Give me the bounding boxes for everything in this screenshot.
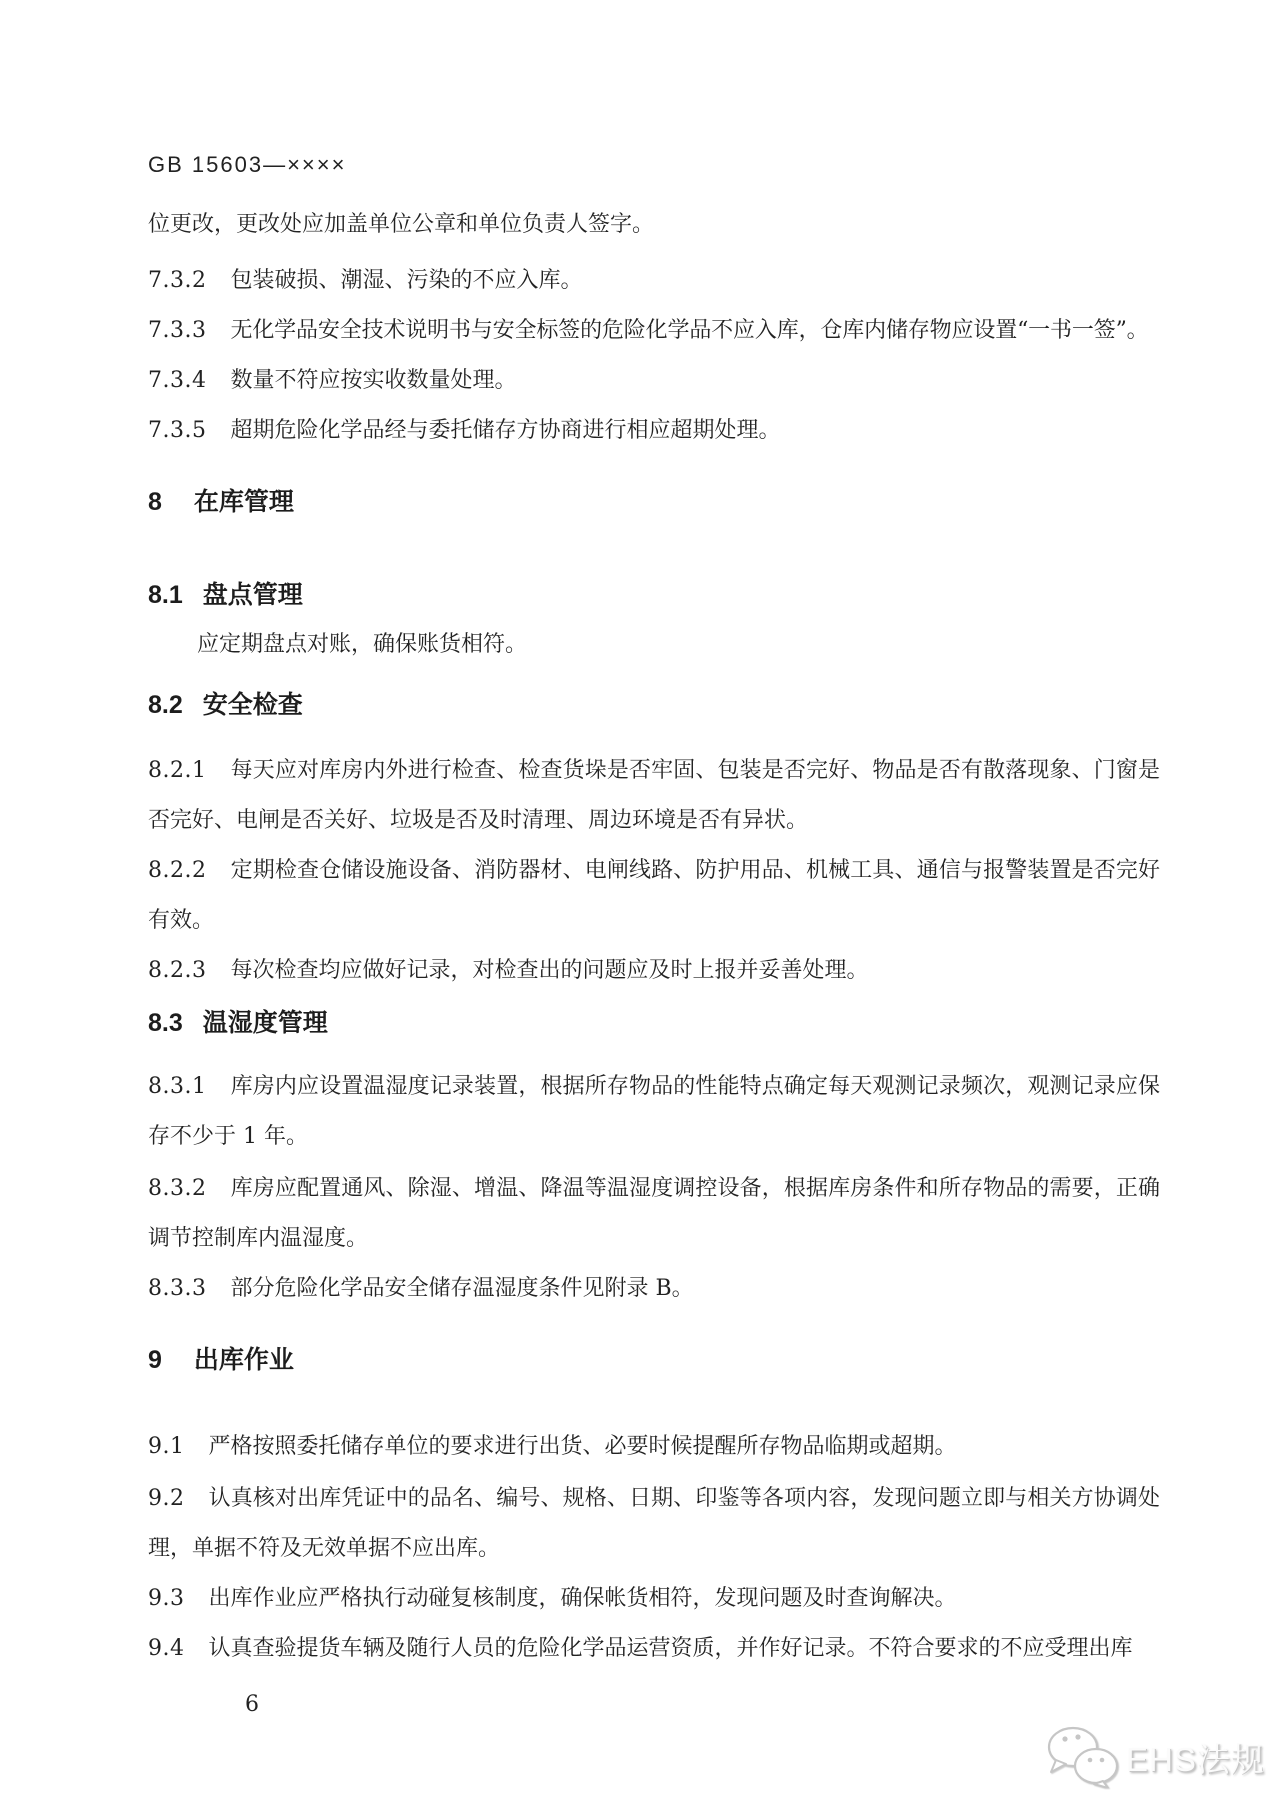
heading-number: 9 (148, 1346, 162, 1374)
clause-text: 认真查验提货车辆及随行人员的危险化学品运营资质，并作好记录。不符合要求的不应受理出库 (208, 1636, 1133, 1661)
clause-number: 7.3.2 (148, 268, 207, 293)
clause-7-3-2 (148, 256, 1160, 306)
clause-text: 每天应对库房内外进行检查、检查货垛是否牢固、包装是否完好、物品是否有散落现象、门窗是否完好、电闸是否关好、垃圾是否及时清理、周边环境是否有异状。 (148, 758, 1160, 833)
clause-number: 8.3.1 (148, 1074, 207, 1099)
paragraph-8-1: 应定期盘点对账，确保账货相符。 (197, 632, 528, 657)
heading-number: 8.1 (148, 581, 183, 609)
heading-number: 8.2 (148, 691, 183, 719)
clause-number: 9.2 (148, 1486, 185, 1511)
clause-8-3-2 (148, 1164, 1160, 1264)
clause-text: 每次检查均应做好记录，对检查出的问题应及时上报并妥善处理。 (230, 958, 869, 983)
heading-9 (148, 1339, 1160, 1381)
clause-number: 7.3.3 (148, 318, 207, 343)
clause-number: 7.3.4 (148, 368, 207, 393)
heading-title: 在库管理 (193, 488, 294, 516)
heading-number: 8 (148, 488, 162, 516)
heading-8-2 (148, 684, 1160, 726)
clause-9-1 (148, 1422, 1160, 1472)
clause-number: 8.2.2 (148, 858, 207, 883)
clause-text: 包装破损、潮湿、污染的不应入库。 (230, 268, 583, 293)
clause-8-2-3 (148, 946, 1160, 996)
clause-7-3-5 (148, 406, 1160, 456)
clause-text: 库房内应设置温湿度记录装置，根据所存物品的性能特点确定每天观测记录频次，观测记录应保存不少于 1 年。 (148, 1074, 1160, 1149)
clause-number: 8.2.3 (148, 958, 207, 983)
clause-text: 数量不符应按实收数量处理。 (230, 368, 517, 393)
clause-number: 9.3 (148, 1586, 185, 1611)
clause-9-4 (148, 1624, 1160, 1674)
clause-number: 7.3.5 (148, 418, 207, 443)
clause-number: 8.2.1 (148, 758, 207, 783)
clause-text: 认真核对出库凭证中的品名、编号、规格、日期、印鉴等各项内容，发现问题立即与相关方协调处理，单据不符及无效单据不应出库。 (148, 1486, 1160, 1561)
heading-title: 盘点管理 (202, 581, 303, 609)
clause-7-3-3 (148, 306, 1160, 356)
wechat-watermark (1046, 1726, 1265, 1788)
clause-text: 出库作业应严格执行动碰复核制度，确保帐货相符，发现问题及时查询解决。 (208, 1586, 957, 1611)
heading-number: 8.3 (148, 1009, 183, 1037)
heading-title: 出库作业 (193, 1346, 294, 1374)
clause-7-3-4 (148, 356, 1160, 406)
clause-number: 9.1 (148, 1434, 185, 1459)
clause-number: 8.3.3 (148, 1276, 207, 1301)
heading-title: 安全检查 (202, 691, 303, 719)
clause-text: 严格按照委托储存单位的要求进行出货、必要时候提醒所存物品临期或超期。 (208, 1434, 957, 1459)
paragraph-continuation: 位更改，更改处应加盖单位公章和单位负责人签字。 (148, 212, 655, 237)
clause-9-2 (148, 1474, 1160, 1574)
watermark-brand-text: EHS法规 (1126, 1740, 1265, 1778)
clause-text: 无化学品安全技术说明书与安全标签的危险化学品不应入库，仓库内储存物应设置“一书一签”。 (230, 318, 1149, 343)
page-number: 6 (245, 1692, 259, 1717)
heading-8-1 (148, 574, 1160, 616)
clause-text: 部分危险化学品安全储存温湿度条件见附录 B。 (230, 1276, 694, 1301)
clause-number: 8.3.2 (148, 1176, 207, 1201)
clause-text: 库房应配置通风、除湿、增温、降温等温湿度调控设备，根据库房条件和所存物品的需要，正确调节控制库内温湿度。 (148, 1176, 1160, 1251)
clause-8-3-3 (148, 1264, 1160, 1314)
clause-number: 9.4 (148, 1636, 185, 1661)
heading-8 (148, 481, 1160, 523)
heading-8-3 (148, 1002, 1160, 1044)
clause-8-2-2 (148, 846, 1160, 946)
clause-text: 超期危险化学品经与委托储存方协商进行相应超期处理。 (230, 418, 781, 443)
clause-text: 定期检查仓储设施设备、消防器材、电闸线路、防护用品、机械工具、通信与报警装置是否完好有效。 (148, 858, 1160, 933)
running-header: GB 15603—×××× (148, 152, 347, 177)
clause-8-3-1 (148, 1062, 1160, 1162)
clause-9-3 (148, 1574, 1160, 1624)
wechat-icon (1046, 1726, 1120, 1788)
clause-8-2-1 (148, 746, 1160, 846)
heading-title: 温湿度管理 (202, 1009, 328, 1037)
